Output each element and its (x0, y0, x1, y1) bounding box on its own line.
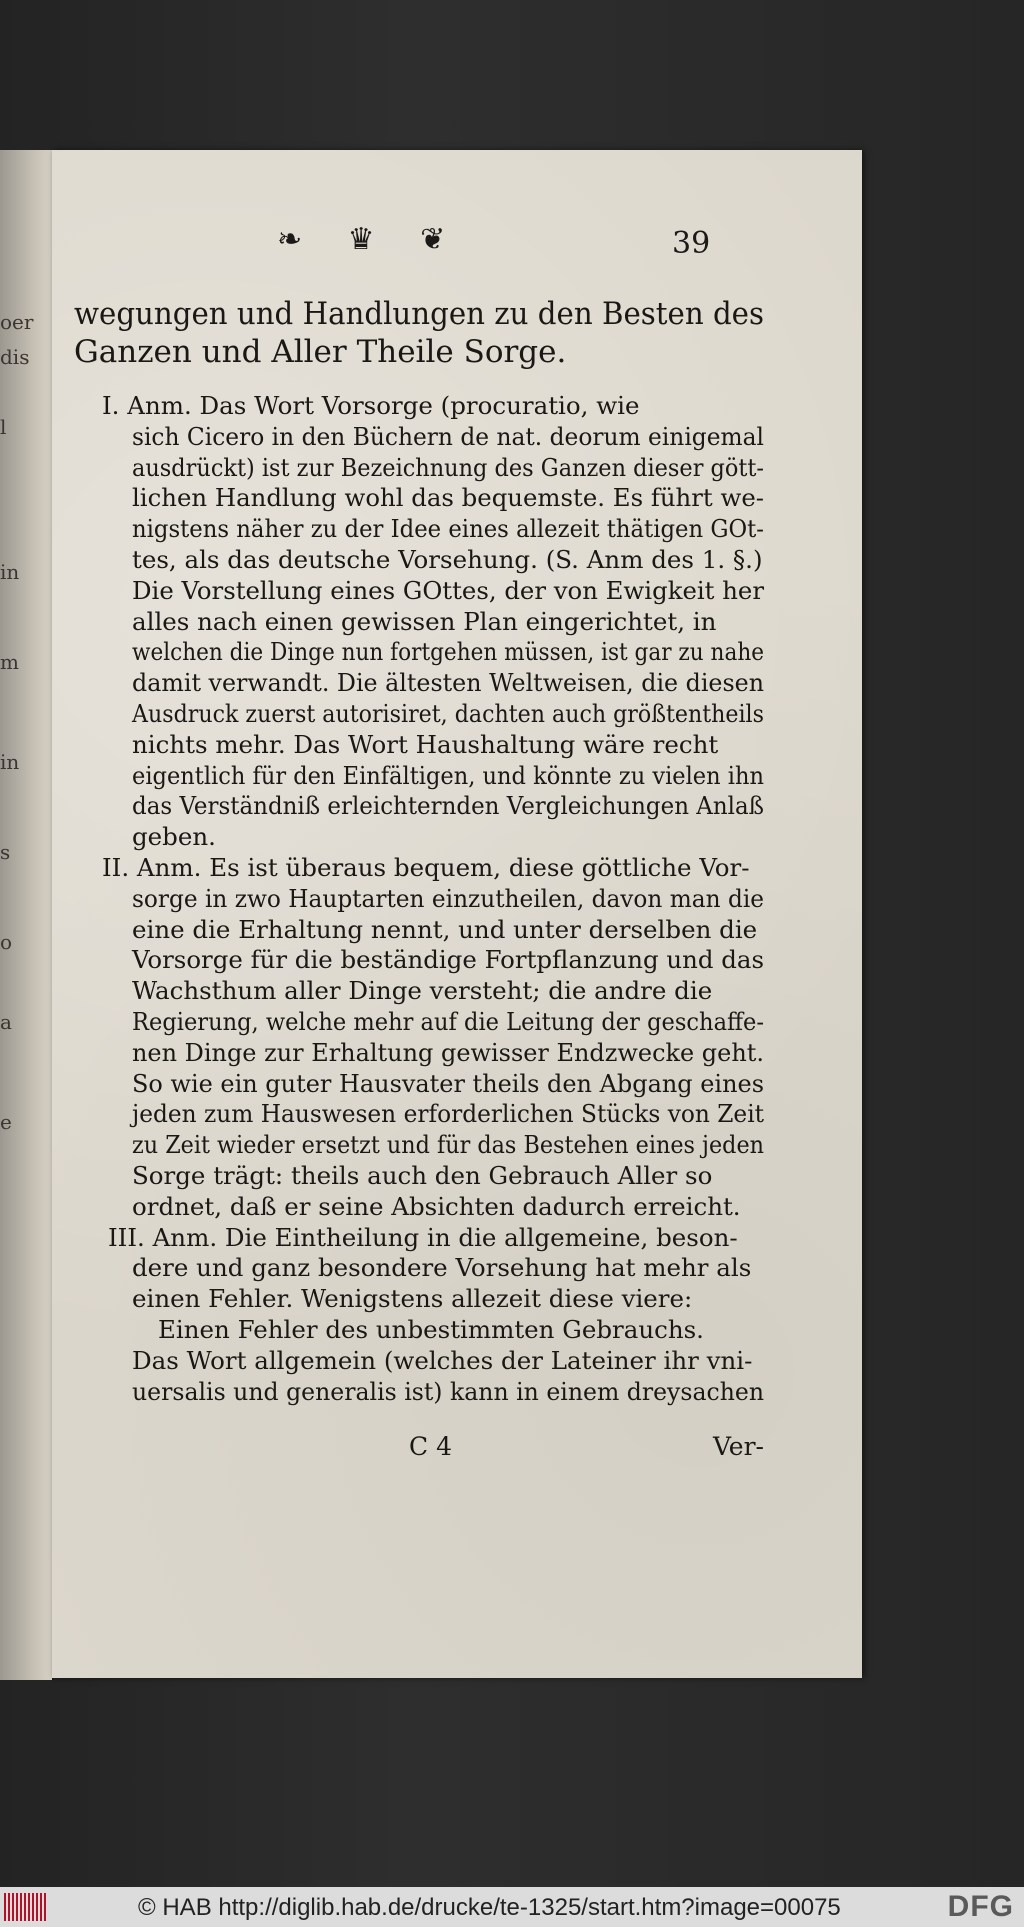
text-line: alles nach einen gewissen Plan eingerichtet, in (132, 606, 717, 636)
prev-page-fragment: s (0, 840, 11, 864)
text-line: nigstens näher zu der Idee eines allezeit thätigen GOt- (132, 514, 764, 544)
text-line: welchen die Dinge nun fortgehen müssen, ist gar zu nahe (132, 637, 764, 667)
previous-page-edge (0, 150, 54, 1680)
copyright-link[interactable]: © HAB http://diglib.hab.de/drucke/te-1325/start.htm?image=00075 (138, 1894, 841, 1921)
text-line: Ganzen und Aller Theile Sorge. (74, 334, 567, 370)
page-number: 39 (672, 226, 711, 261)
text-line: Sorge trägt: theils auch den Gebrauch Aller so (132, 1160, 713, 1190)
signature-mark: C 4 (409, 1432, 452, 1461)
text-line: So wie ein guter Hausvater theils den Abgang eines (132, 1068, 764, 1098)
prev-page-fragment: in (0, 750, 20, 774)
page-text (74, 295, 764, 1407)
text-line: jeden zum Hauswesen erforderlichen Stücks von Zeit (132, 1099, 764, 1129)
page-signature-line (74, 1432, 764, 1464)
text-line: zu Zeit wieder ersetzt und für das Bestehen eines jeden (132, 1130, 764, 1160)
prev-page-fragment: m (0, 650, 19, 674)
catchword: Ver- (713, 1432, 764, 1461)
text-line: geben. (132, 822, 216, 852)
text-line: Vorsorge für die beständige Fortpflanzung und das (132, 945, 764, 975)
text-line: einen Fehler. Wenigstens allezeit diese viere: (132, 1284, 693, 1314)
prev-page-fragment: l (0, 415, 7, 439)
ornament-icon: ❧ ♛ ❦ (277, 222, 464, 257)
prev-page-fragment: a (0, 1010, 12, 1034)
text-line: uersalis und generalis ist) kann in einem dreysachen (132, 1376, 764, 1406)
text-line: nen Dinge zur Erhaltung gewisser Endzwecke geht. (132, 1037, 764, 1067)
text-line: eigentlich für den Einfältigen, und könnte zu vielen ihn (132, 760, 764, 790)
text-line: damit verwandt. Die ältesten Weltweisen, die diesen (132, 668, 764, 698)
text-line: ausdrückt) ist zur Bezeichnung des Ganzen dieser gött- (132, 452, 764, 482)
dfg-logo: DFG (947, 1890, 1014, 1923)
text-line: Das Wort allgemein (welches der Lateiner ihr vni- (132, 1345, 753, 1375)
prev-page-fragment: in (0, 560, 20, 584)
text-line: I. Anm. Das Wort Vorsorge (procuratio, wie (102, 391, 640, 420)
text-line: II. Anm. Es ist überaus bequem, diese göttliche Vor- (102, 852, 750, 882)
prev-page-fragment: oer (0, 310, 34, 334)
text-line: ordnet, daß er seine Absichten dadurch erreicht. (132, 1191, 741, 1221)
text-line: Wachsthum aller Dinge versteht; die andre die (132, 976, 713, 1006)
hab-logo-icon (4, 1893, 46, 1921)
text-line: lichen Handlung wohl das bequemste. Es führt we- (132, 483, 764, 513)
text-line: sorge in zwo Hauptarten einzutheilen, davon man die (132, 883, 764, 913)
text-line: III. Anm. Die Eintheilung in die allgemeine, beson- (108, 1222, 738, 1252)
prev-page-fragment: o (0, 930, 13, 954)
prev-page-fragment: e (0, 1110, 12, 1134)
footer-bar (0, 1887, 1024, 1927)
text-line: nichts mehr. Das Wort Haushaltung wäre recht (132, 729, 719, 759)
text-line: Die Vorstellung eines GOttes, der von Ewigkeit her (132, 575, 764, 605)
book-page (52, 150, 862, 1678)
text-line: Ausdruck zuerst autorisiret, dachten auch größtentheils (132, 698, 764, 728)
text-line: eine die Erhaltung nennt, und unter derselben die (132, 914, 758, 944)
text-line: das Verständniß erleichternden Vergleichungen Anlaß (132, 791, 764, 821)
text-line: wegungen und Handlungen zu den Besten des (74, 296, 764, 332)
text-line: sich Cicero in den Büchern de nat. deorum einigemal (132, 421, 764, 451)
text-line: dere und ganz besondere Vorsehung hat mehr als (132, 1253, 752, 1283)
text-line: tes, als das deutsche Vorsehung. (S. Anm des 1. §.) (132, 544, 763, 574)
text-line: Einen Fehler des unbestimmten Gebrauchs. (158, 1314, 704, 1344)
page-header (52, 218, 862, 268)
prev-page-fragment: dis (0, 345, 30, 369)
text-line: Regierung, welche mehr auf die Leitung der geschaffe- (132, 1006, 764, 1036)
